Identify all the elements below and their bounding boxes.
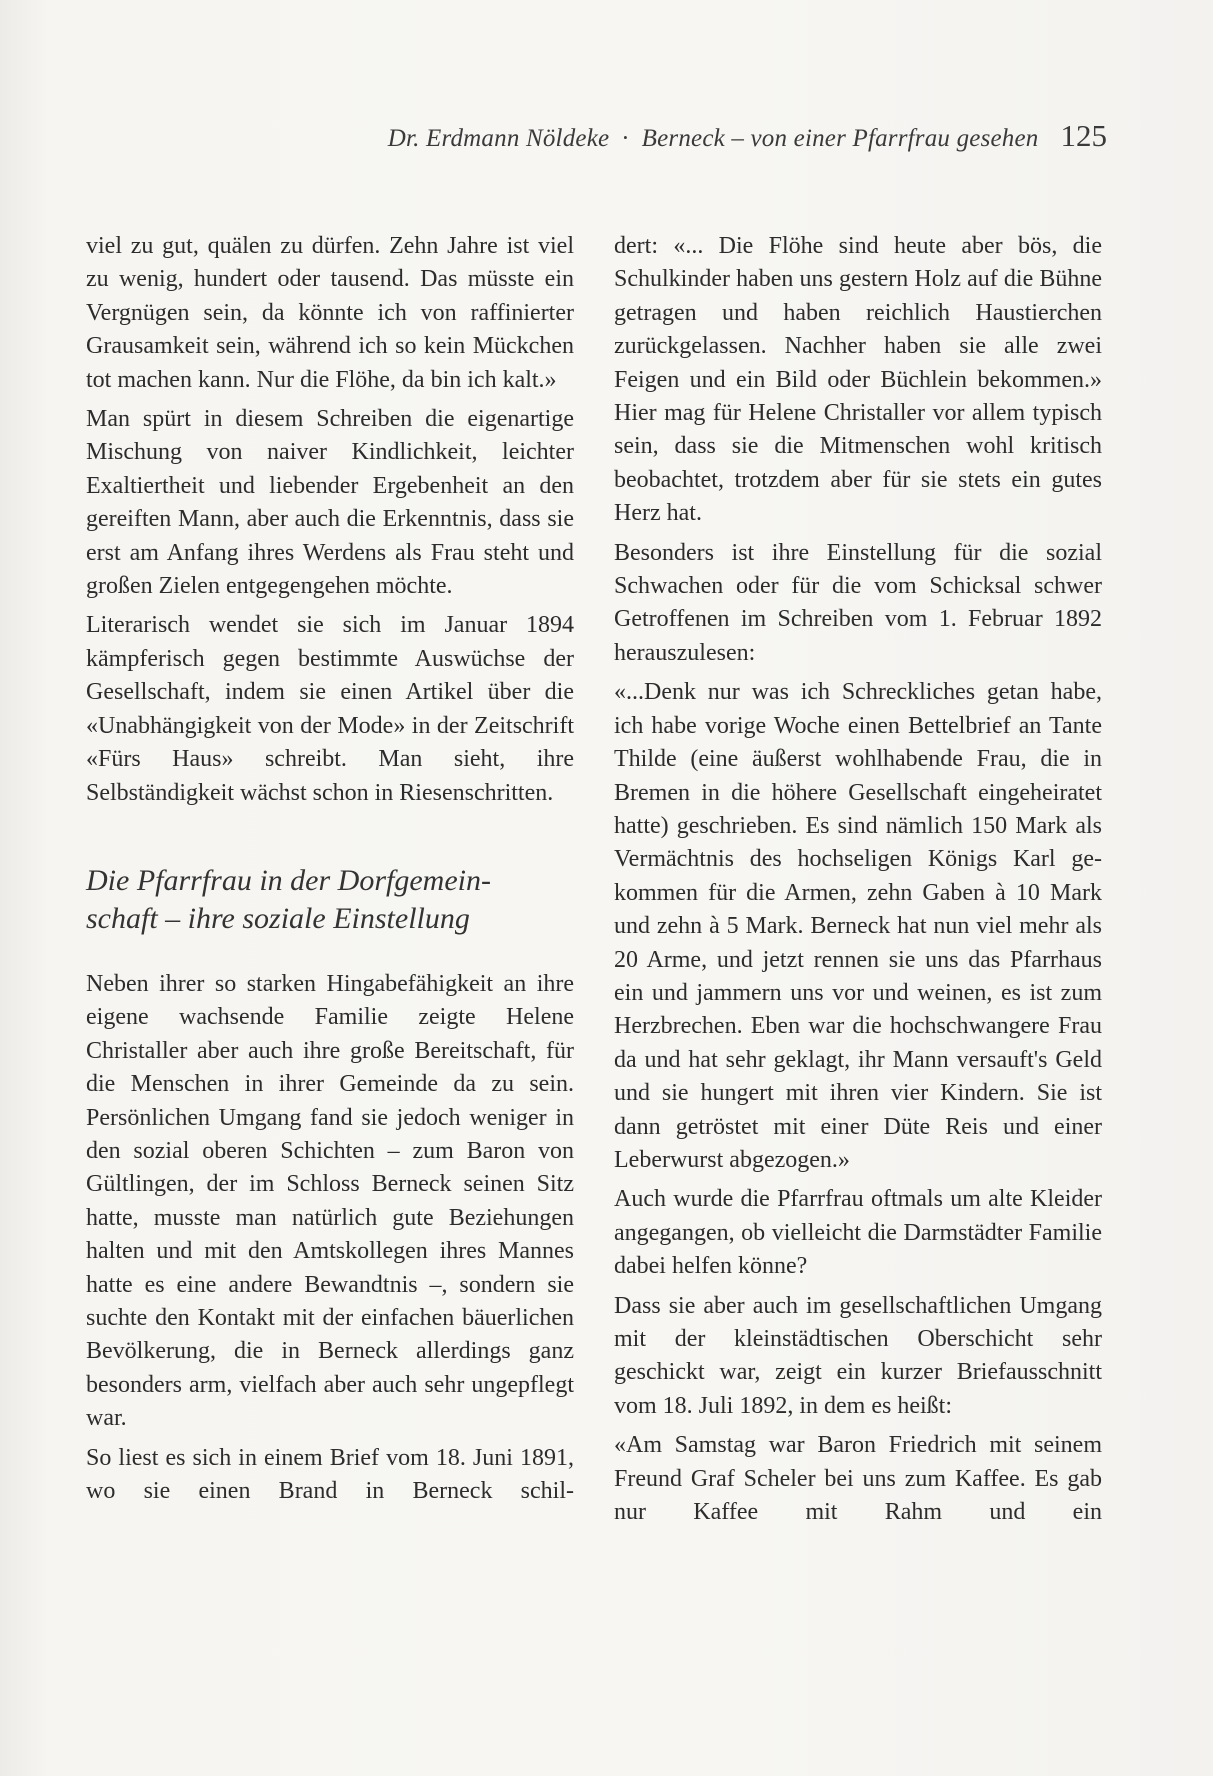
paragraph: Dass sie aber auch im gesellschaftlichen Umgang mit der kleinstädtischen Oberschicht sehr geschickt war, zeigt ein kurzer Briefausschnitt vom 18. Juli 1892, in dem es heißt: [614, 1292, 1102, 1419]
right-column [614, 230, 1102, 1529]
paragraph: Man spürt in diesem Schreiben die eigenartige Mischung von naiver Kindlichkeit, leichter Exaltiertheit und liebender Ergebenheit an den gereiften Mann, aber auch die Erkenntnis, dass sie erst am Anfang ihres Werdens als Frau steht und großen Zielen entgegengehen möchte. [86, 406, 574, 600]
section-heading [86, 862, 574, 938]
section-heading-line-2: schaft – ihre soziale Einstellung [86, 901, 470, 935]
paragraph: «...Denk nur was ich Schreckliches getan habe, ich habe vorige Woche einen Bettelbrief an Tante Thilde (eine äußerst wohlhabende Frau, die in Bremen in die höhere Gesellschaft eingeheiratet hatte) geschrieben. Es sind nämlich 150 Mark als Vermächtnis des hochseligen Königs Karl gekommen für die Armen, zehn Gaben à 10 Mark und zehn à 5 Mark. Berneck hat nun viel mehr als 20 Arme, und jetzt rennen sie uns das Pfarrhaus ein und jammern uns vor und weinen, es ist zum Herzbrechen. Eben war die hochschwangere Frau da und hat sehr geklagt, ihr Mann versauft's Geld und sie hungert mit ihren vier Kindern. Sie ist dann getröstet mit einer Düte Reis und einer Leberwurst abgezogen.» [614, 679, 1102, 1173]
paragraph: So liest es sich in einem Brief vom 18. Juni 1891, wo sie einen Brand in Berneck schil- [86, 1444, 574, 1504]
paragraph: dert: «... Die Flöhe sind heute aber bös, die Schulkinder haben uns gestern Holz auf die Bühne getragen und haben reichlich Haustierchen zurückgelassen. Nachher haben sie alle zwei Feigen und ein Bild oder Büchlein bekommen.» Hier mag für Helene Christaller vor allem typisch sein, dass sie die Mitmenschen wohl kritisch beobachtet, trotzdem aber für sie stets ein gutes Herz hat. [614, 233, 1102, 527]
paragraph: «Am Samstag war Baron Friedrich mit seinem Freund Graf Scheler bei uns zum Kaffee. Es gab nur Kaffee mit Rahm und ein [614, 1432, 1102, 1526]
running-header [300, 118, 1107, 154]
paragraph: Besonders ist ihre Einstellung für die sozial Schwachen oder für die vom Schicksal schwer Getroffenen im Schreiben vom 1. Februar 1892 herauszulesen: [614, 539, 1102, 666]
header-author: Dr. Erdmann Nöldeke [387, 125, 610, 152]
page-number: 125 [1060, 118, 1107, 153]
section-heading-line-1: Die Pfarrfrau in der Dorfgemein- [86, 863, 491, 897]
paragraph: viel zu gut, quälen zu dürfen. Zehn Jahre ist viel zu wenig, hundert oder tausend. Das müsste ein Vergnügen sein, da könnte ich von raffinierter Grausamkeit sein, während ich so kein Mückchen tot machen kann. Nur die Flöhe, da bin ich kalt.» [86, 233, 574, 393]
header-title: Berneck – von einer Pfarrfrau gesehen [641, 125, 1039, 152]
header-separator: · [621, 125, 630, 152]
paragraph: Neben ihrer so starken Hingabefähigkeit an ihre eigene wachsende Familie zeigte Helene Christaller aber auch ihre große Bereitschaft, für die Menschen in ihrer Gemeinde da zu sein. Persönlichen Umgang fand sie jedoch weniger in den sozial oberen Schichten – zum Baron von Gültlingen, der im Schloss Berneck seinen Sitz hatte, musste man natürlich gute Beziehungen halten und mit den Amtskollegen ihres Mannes hatte es eine andere Bewandtnis –, sondern sie suchte den Kontakt mit der einfachen bäuerlichen Bevölkerung, die in Berneck allerdings ganz besonders arm, vielfach aber auch sehr ungepflegt war. [86, 970, 574, 1432]
paragraph: Auch wurde die Pfarrfrau oftmals um alte Kleider angegangen, ob vielleicht die Darmstädter Familie dabei helfen könne? [614, 1186, 1102, 1280]
paragraph: Literarisch wendet sie sich im Januar 1894 kämpferisch gegen bestimmte Auswüchse der Gesellschaft, indem sie einen Artikel über die «Unabhängigkeit von der Mode» in der Zeitschrift «Fürs Haus» schreibt. Man sieht, ihre Selbständigkeit wächst schon in Riesenschritten. [86, 612, 574, 806]
left-column [86, 230, 574, 1508]
